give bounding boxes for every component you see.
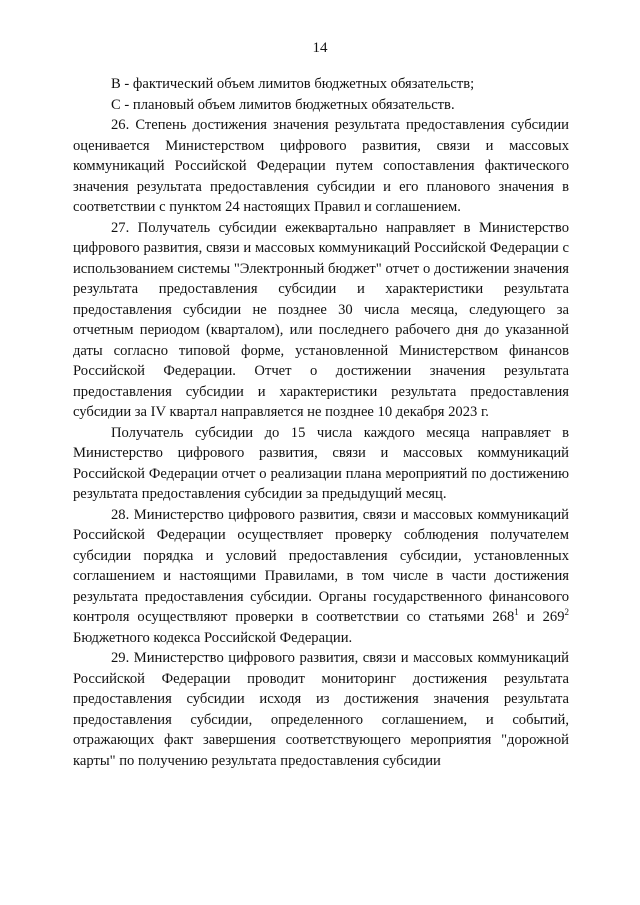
page-number: 14 (312, 40, 328, 56)
article-268-superscript: 1 (514, 607, 519, 618)
paragraph-28-text-before: 28. Министерство цифрового развития, связи и массовых коммуникаций Российской Федерации осуществляет проверку соблюдения получателем субсидии порядка и условий предоставления субсидии, установленных соглашением и настоящими Правилами, в том числе в части достижения результата предоставления субсидии. Органы государственного финансового контроля осуществляют проверки в соответствии со статьями 268 (73, 506, 569, 625)
paragraph-c-definition: С - плановый объем лимитов бюджетных обязательств. (111, 96, 455, 113)
paragraph-28-text-after: Бюджетного кодекса Российской Федерации. (73, 629, 353, 646)
paragraph-27-monthly-report: Получатель субсидии до 15 числа каждого месяца направляет в Министерство цифрового развития, связи и массовых коммуникаций Российской Федерации отчет о реализации плана мероприятий по достижению результата предоставления субсидии за предыдущий месяц. (73, 424, 569, 502)
paragraph-27: 27. Получатель субсидии ежеквартально направляет в Министерство цифрового развития, связи и массовых коммуникаций Российской Федерации с использованием системы "Электронный бюджет" отчет о достижении значения результата предоставления субсидии и характеристики результата предоставления субсидии не позднее 30 числа месяца, следующего за отчетным периодом (кварталом), или последнего рабочего дня до указанной даты согласно типовой форме, установленной Министерством финансов Российской Федерации. Отчет о достижении значения результата предоставления субсидии и характеристики результата предоставления субсидии за IV квартал направляется не позднее 10 декабря 2023 г. (73, 219, 569, 420)
paragraph-b-definition: В - фактический объем лимитов бюджетных обязательств; (111, 76, 475, 92)
paragraph-29: 29. Министерство цифрового развития, связи и массовых коммуникаций Российской Федерации проводит мониторинг достижения результата предоставления субсидии исходя из достижения значения результата предоставления субсидии, определенного соглашением, и событий, отражающих факт завершения соответствующего мероприятия "дорожной карты" по получению результата предоставления субсидии (73, 650, 569, 769)
paragraph-28-text-middle: и 269 (518, 609, 565, 625)
paragraph-26: 26. Степень достижения значения результата предоставления субсидии оценивается Министерством цифрового развития, связи и массовых коммуникаций Российской Федерации путем сопоставления фактического значения результата предоставления субсидии и его планового значения в соответствии с пунктом 24 настоящих Правил и соглашением. (73, 117, 569, 215)
article-269-superscript: 2 (564, 607, 570, 618)
document-body (73, 74, 569, 771)
paragraph-28 (73, 505, 569, 649)
